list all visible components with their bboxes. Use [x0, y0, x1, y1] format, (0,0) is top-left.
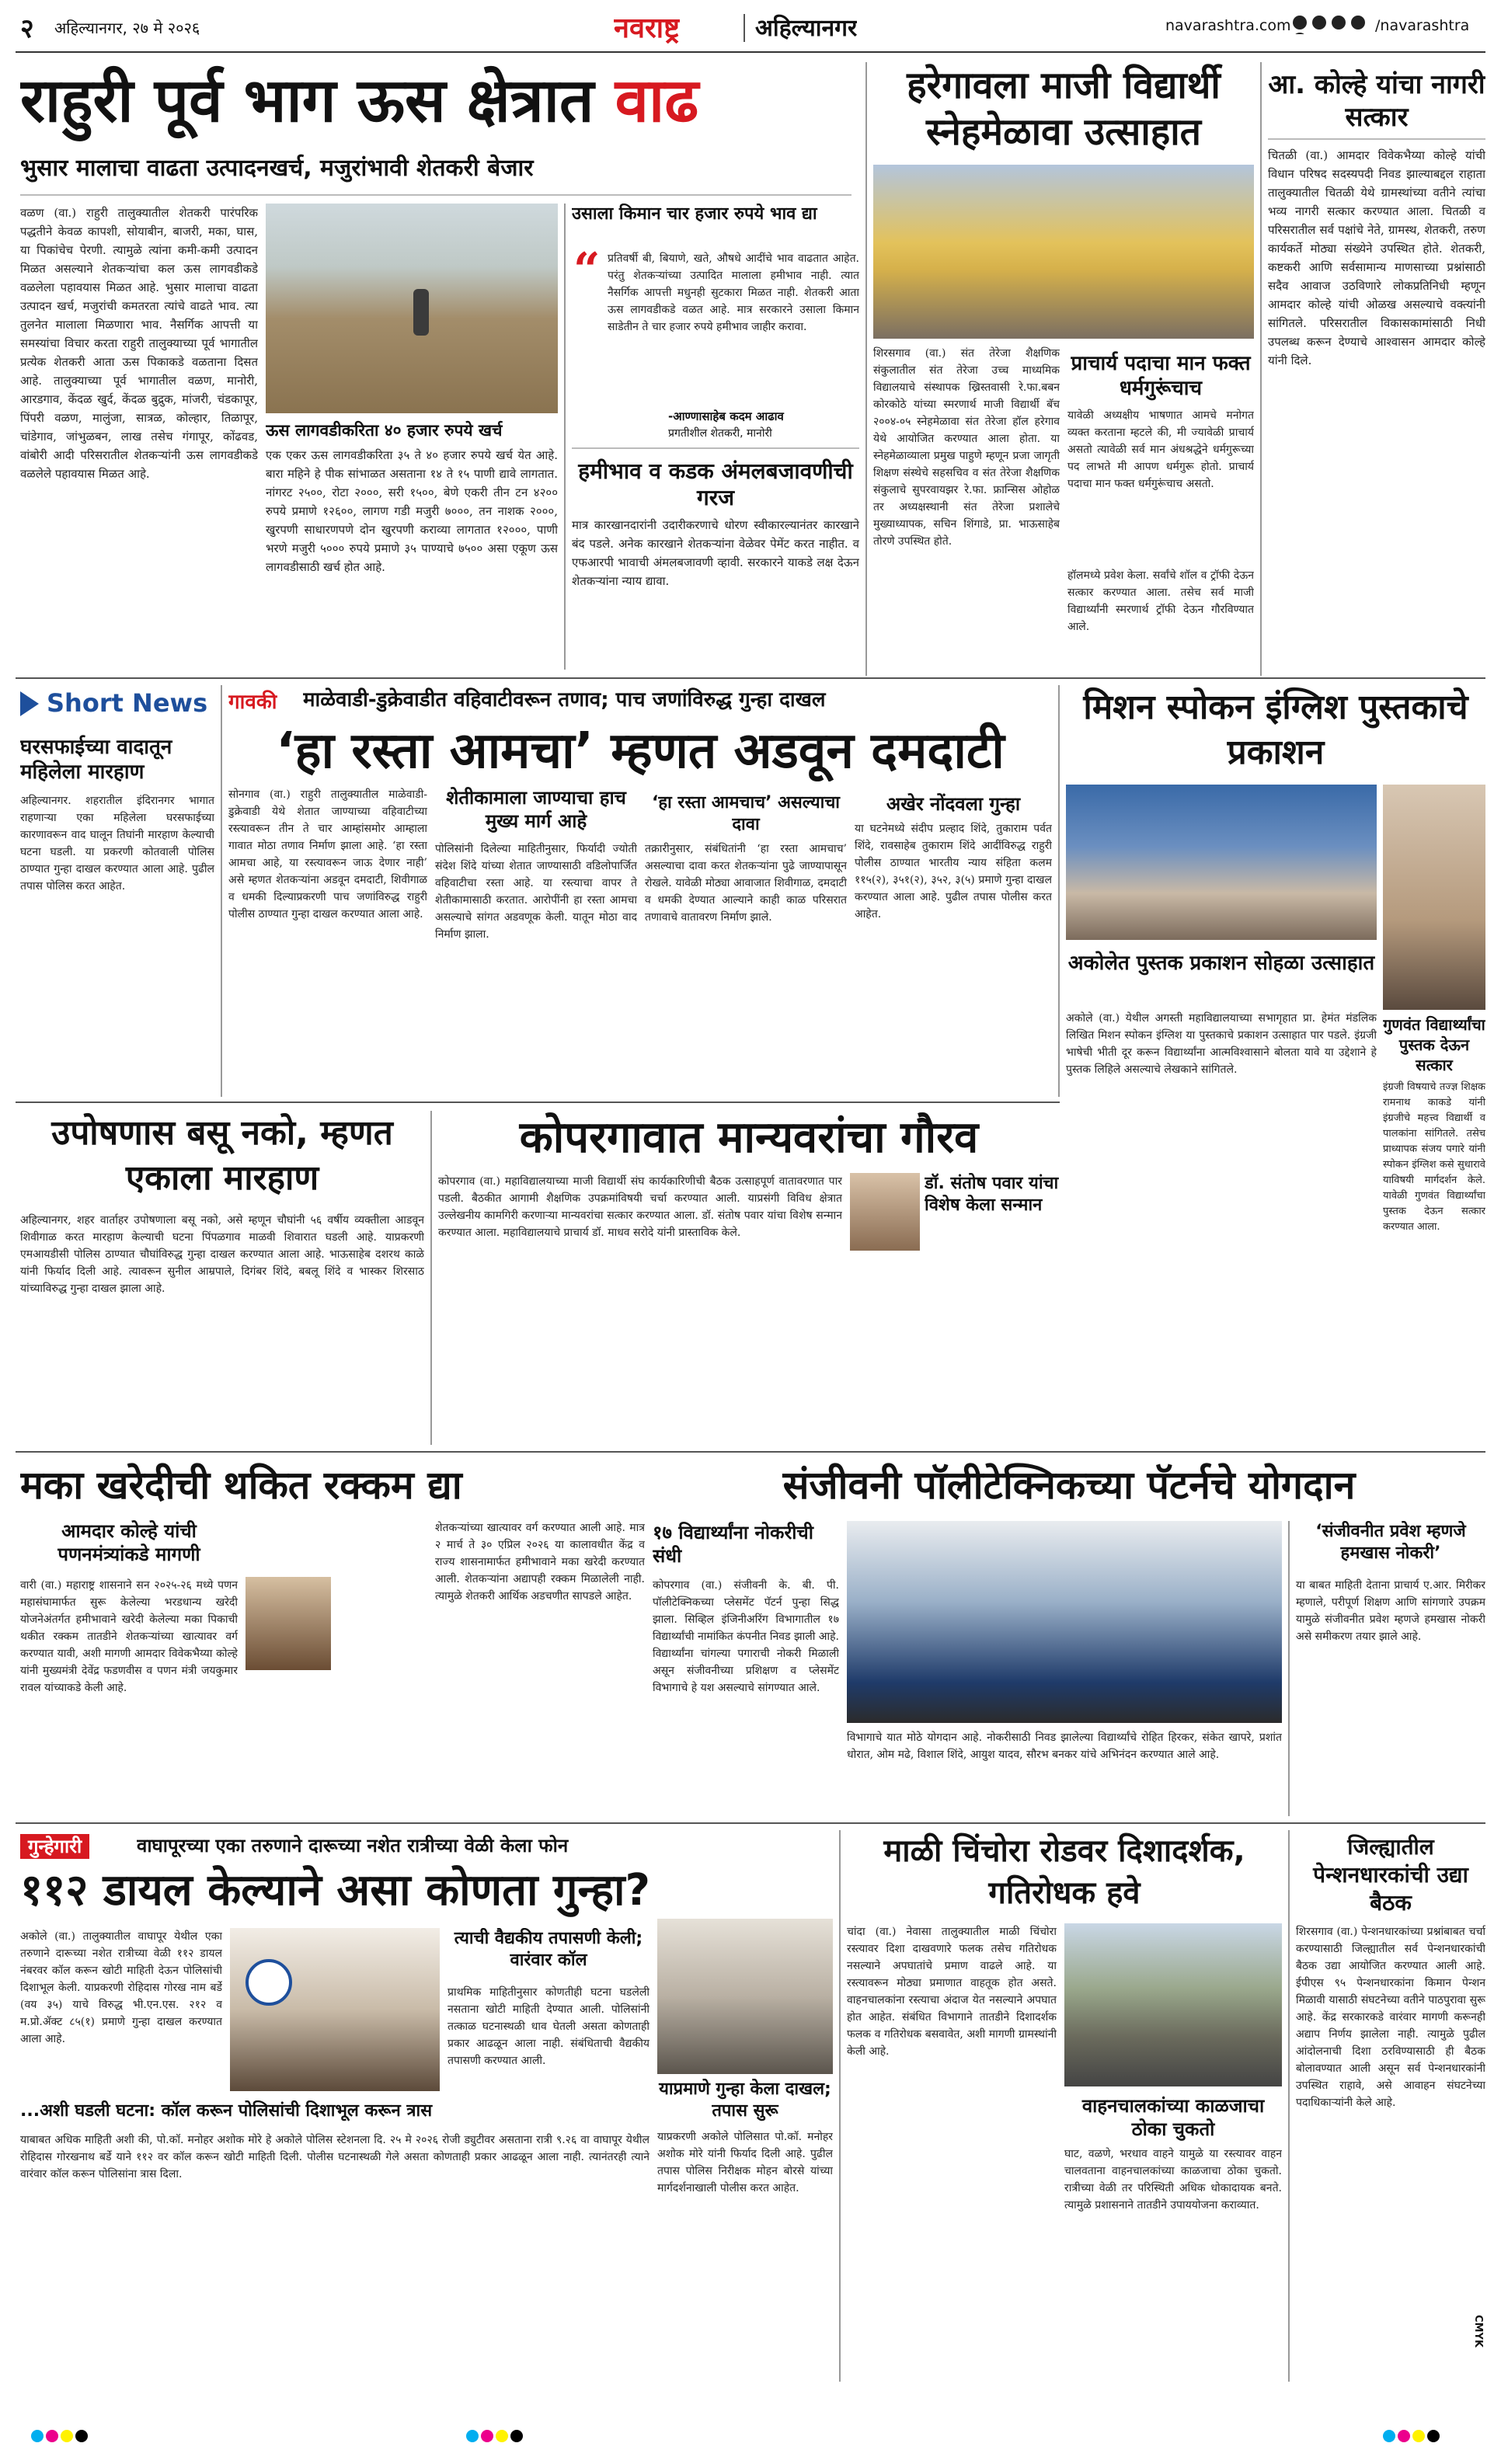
crime-strap: वाघापूरच्या एका तरुणाने दारूच्या नशेत रात्रीच्या वेळी केला फोन — [137, 1835, 569, 1857]
chincho-sub-body: घाट, वळणे, भरधाव वाहने यामुळे या रस्त्यावर वाहन चालवताना वाहनचालकांच्या काळजाचा ठोका चुकतो. रात्रीच्या वेळी तर परिस्थिती अधिक धोकादायक बनते. त्यामुळे प्रशासनाने तातडीने उपाययोजना कराव्यात. — [1064, 2148, 1282, 2212]
lead-body: वळण (वा.) राहुरी तालुक्यातील शेतकरी पारंपरिक पद्धतीने केवळ कापशी, सोयाबीन, बाजरी, मका, घास, या पिकांचेच पेरणी. त्यामुळे त्यांना कमी-कमी उत्पादन मिळत असल्याने शेतकऱ्यांचा कल ऊस लागवडीकडे वळलेला पहावयास मिळत आहे. भुसार मालाचा वाढता उत्पादन खर्च, मजुरांची कमतरता त्यांचे वाढते भाव. त्या तुलनेत मालाला मिळणारा भाव. नैसर्गिक आपत्ती या समस्यांचा विचार करता राहुरी तालुक्याच्या पूर्व भागातील प्रत्येक शेतकरी आता ऊस पिकाकडे वळताना दिसत आहे. तालुक्याच्या पूर्व भागातील वळण, मानोरी, आरडगाव, केंदळ खुर्द, केंदळ बुद्रुक, मांजरी, चंडकापूर, पिंपरी वळण, मालुंजा, सात्रळ, कोल्हार, तिळापूर, चांडेगाव, जांभुळबन, लाख तसेच गंगापूर, कोंढवड, वांबोरी आदी परिसरातील शेतकऱ्यांनी ऊस लागवडीकडे वळलेले पहावयास मिळत आहे. — [20, 206, 258, 481]
sanjivani-headline: संजीवनी पॉलीटेक्निकच्या पॅटर्नचे योगदान — [782, 1463, 1356, 1508]
crime-col2-body: प्राथमिक माहितीनुसार कोणतीही घटना घडलेली नसताना खोटी माहिती देण्यात आली. पोलिसांनी तत्काळ घटनास्थळी धाव घेतली असता कोणताही प्रकार आढळून आला नाही. संबंधिताची वैद्यकीय तपासणी करण्यात आली. — [448, 1986, 650, 2067]
hareg-sub-body: यावेळी अध्यक्षीय भाषणात आमचे मनोगत व्यक्त करताना म्हटले की, मी ज्यावेळी प्राचार्य असतो त्यावेळी सर्व मान अंधश्रद्धेने धर्मगुरूच्या पद लाभते मी आपण धर्मगुरू होतो. प्राचार्य पदाचा मान फक्त धर्मगुरूंचाच असतो. — [1067, 409, 1254, 490]
pension-headline: जिल्ह्यातील पेन्शनधारकांची उद्या बैठक — [1313, 1834, 1468, 1916]
quote-icon: “ — [573, 243, 601, 298]
crime-graphic-photo — [657, 1919, 833, 2074]
lead-side-quote: प्रतिवर्षी बी, बियाणे, खते, औषधे आदींचे भाव वाढतात आहेत. परंतु शेतकऱ्यांच्या उत्पादित मालाला हमीभाव नाही. त्यात नैसर्गिक आपत्ती मधुनही सुटकारा मिळत नाही. शेतकरी आता ऊस लागवडीकडे वळत आहे. मात्र सरकारने उसाला किमान साडेतीन ते चार हजार रुपये हमीभाव जाहीर करावा. — [608, 252, 859, 333]
mission-body1: अकोले (वा.) येथील अगस्ती महाविद्यालयाच्या सभागृहात प्रा. हेमंत मंडलिक लिखित मिशन स्पोकन इंग्लिश या पुस्तकाचे प्रकाशन उत्साहात पार पडले. इंग्रजी भाषेची भीती दूर करून विद्यार्थ्यांना आत्मविश्वासाने बोलता यावे या उद्देशाने हे पुस्तक लिहिले असल्याचे लेखकाने सांगितले. — [1066, 1012, 1377, 1076]
gavki-col2-title: शेतीकामाला जाण्याचा हाच मुख्य मार्ग आहे — [446, 787, 626, 832]
lead-side2-title: हमीभाव व कडक अंमलबजावणीची गरज — [578, 458, 853, 510]
lead-headline-accent: वाढ — [615, 66, 699, 136]
kolhe-body: चितळी (वा.) आमदार विवेकभैय्या कोल्हे यांची विधान परिषद सदस्यपदी निवड झाल्याबद्दल राहाता तालुक्यातील चितळी येथे ग्रामस्थांच्या वतीने त्यांचा भव्य नागरी सत्कार करण्यात आला. चितळी व परिसरातील सर्व पक्षांचे नेते, ग्रामस्थ, शेतकरी, तरुण कार्यकर्ते मोठ्या संख्येने उपस्थित होते. शेतकरी, कष्टकरी आणि सर्वसामान्य माणसाच्या प्रश्नांसाठी सदैव आवाज उठविणारे लोकप्रतिनिधी म्हणून आमदार कोल्हे यांची ओळख असल्याचे वक्त्यांनी सांगितले. परिसरातील विकासकामांसाठी निधी उपलब्ध करून देण्याचे आश्वासन आमदार कोल्हे यांनी दिले. — [1268, 148, 1485, 367]
hareg-group-photo — [873, 165, 1254, 339]
placed-students-photo — [847, 1521, 1282, 1723]
sanjivani-sub: १७ विद्यार्थ्यांना नोकरीची संधी — [653, 1522, 813, 1567]
kopar-body: कोपरगाव (वा.) महाविद्यालयाच्या माजी विद्यार्थी संघ कार्यकारिणीची बैठक उत्साहपूर्ण वातावरणात पार पडली. बैठकीत आगामी शैक्षणिक उपक्रमांविषयी चर्चा करण्यात आली. याप्रसंगी विविध क्षेत्रात उल्लेखनीय कामगिरी करणाऱ्या मान्यवरांचा सत्कार करण्यात आला. डॉ. संतोष पवार यांचा विशेष सन्मान करण्यात आला. महाविद्यालयाचे प्राचार्य डॉ. माधव सरोदे यांनी प्रास्ताविक केले. — [438, 1175, 842, 1239]
masthead — [0, 0, 1501, 56]
gavki-body: सोनगाव (वा.) राहुरी तालुक्यातील माळेवाडी-डुक्रेवाडी येथे शेतात जाण्याच्या वहिवाटीच्या रस्त्यावरून तीन ते चार आम्हांसमोर आम्हाला गावात मोठा तणाव निर्माण झाला आहे. ‘हा रस्ता आमचा आहे, या रस्त्यावरून जाऊ देणार नाही’ असे म्हणत शेतकऱ्यांना अडवून दमदाटी, शिवीगाळ व धमकी दिल्याप्रकरणी पाच जणांविरुद्ध राहुरी पोलीस ठाण्यात गुन्हा दाखल करण्यात आला आहे. — [228, 788, 427, 921]
police-112-logo — [246, 1959, 292, 2006]
lead-photo-caption-body: एक एकर ऊस लागवडीकरिता ३५ ते ४० हजार रुपये खर्च येत आहे. बारा महिने हे पीक सांभाळत असताना १४ ते १५ पाणी द्यावे लागतात. नांगरट २५००, रोटा २०००, सरी १५००, बेणे एकरी तीन टन ४२०० रुपये प्रमाणे १२६००, लागण गडी मजुरी ७०००, तन नाशक २०००, खुरपणी साधारणपणे दोन खुरपणी कराव्या लागतात १२०००, पाणी भरणे मजुरी ५००० रुपये प्रमाणे ३५ पाण्याचे ७५०० असा एकूण ऊस लागवडीसाठी खर्च होत आहे. — [266, 448, 558, 574]
instagram-icon[interactable] — [1332, 16, 1346, 30]
chincho-body: चांदा (वा.) नेवासा तालुक्यातील माळी चिंचोरा रस्त्यावर दिशा दाखवणारे फलक तसेच गतिरोधक नसल्याने अपघातांचे प्रमाण वाढले आहे. या रस्त्यावरून मोठ्या प्रमाणात वाहतूक होत असते. वाहनचालकांना रस्त्याचा अंदाज येत नसल्याने अपघात होत आहेत. संबंधित विभागाने तातडीने दिशादर्शक फलक व गतिरोधक बसवावेत, अशी मागणी ग्रामस्थांनी केली आहे. — [847, 1926, 1057, 2058]
play-arrow-icon — [20, 691, 39, 716]
brand-logo: नवराष्ट्र — [614, 12, 681, 44]
maka-body2: शेतकऱ्यांच्या खात्यावर वर्ग करण्यात आली आहे. मात्र २ मार्च ते ३० एप्रिल २०२६ या कालावधीत केंद्र व राज्य शासनामार्फत हमीभावाने मका खरेदी करण्यात आली. शेतकऱ्यांना अद्यापही रक्कम मिळालेली नाही. त्यामुळे शेतकरी आर्थिक अडचणीत सापडले आहेत. — [435, 1522, 645, 1603]
linkedin-icon[interactable] — [1293, 33, 1307, 34]
gavki-strap: माळेवाडी-डुक्रेवाडीत वहिवाटीवरून तणाव; पाच जणांविरुद्ध गुन्हा दाखल — [303, 688, 826, 712]
sanjivani-side-title: ‘संजीवनीत प्रवेश म्हणजे हमखास नोकरी’ — [1315, 1522, 1466, 1563]
lead-side-attrib: -आण्णासाहेब कदम आढाव — [668, 409, 784, 423]
sugarcane-field-photo — [266, 204, 558, 413]
gavki-col4-body: या घटनेमध्ये संदीप प्रल्हाद शिंदे, तुकाराम पर्वत शिंदे, रावसाहेब तुकाराम शिंदे आदींविरुद्ध राहुरी पोलीस ठाण्यात भारतीय न्याय संहिता कलम ११५(२), ३५१(२), ३५२, ३(५) प्रमाणे गुन्हा दाखल करण्यात आला आहे. पुढील तपास पोलीस करत आहेत. — [855, 823, 1052, 921]
crime-body: अकोले (वा.) तालुक्यातील वाघापूर येथील एका तरुणाने दारूच्या नशेत रात्रीच्या वेळी ११२ डायल नंबरवर कॉल करून खोटी माहिती देऊन पोलिसांची दिशाभूल केली. याप्रकरणी रोहिदास गोरख नाम बर्डे (वय ३५) याचे विरुद्ध भी.एन.एस. २१२ व म.प्रो.ॲक्ट ८५(१) प्रमाणे गुन्हा दाखल करण्यात आला आहे. — [20, 1930, 222, 2045]
social-handle: /navarashtra — [1375, 17, 1470, 34]
santosh-pawar-photo — [850, 1173, 920, 1251]
pension-body: शिरसगाव (वा.) पेन्शनधारकांच्या प्रश्नांबाबत चर्चा करण्यासाठी जिल्ह्यातील सर्व पेन्शनधारकांची बैठक उद्या आयोजित करण्यात आली आहे. ईपीएस ९५ पेन्शनधारकांना किमान पेन्शन मिळावी यासाठी संघटनेच्या वतीने पाठपुरावा सुरू आहे. केंद्र सरकारकडे वारंवार मागणी करूनही अद्याप निर्णय झालेला नाही. त्यामुळे पुढील आंदोलनाची दिशा ठरविण्यासाठी ही बैठक बोलावण्यात आली असून सर्व पेन्शनधारकांनी उपस्थित राहावे, असे आवाहन संघटनेच्या पदाधिकाऱ्यांनी केले आहे. — [1296, 1926, 1485, 2109]
registration-marks-right — [1383, 2430, 1476, 2445]
gavki-col3-body: तक्रारीनुसार, संबंधितांनी ‘हा रस्ता आमचाच’ असल्याचा दावा करत शेतकऱ्यांना पुढे जाण्यापासून रोखले. यावेळी मोठ्या आवाजात शिवीगाळ, दमदाटी व धमकी देण्यात आल्याने काही काळ परिसरात तणावाचे वातावरण निर्माण झाले. — [645, 843, 847, 924]
facebook-icon[interactable] — [1293, 16, 1307, 30]
registration-marks-center — [466, 2430, 559, 2445]
maka-body: वारी (वा.) महाराष्ट्र शासनाने सन २०२५-२६ मध्ये पणन महासंघामार्फत सुरू केलेल्या भरडधान्य खरेदी योजनेअंतर्गत हमीभावाने खरेदी केलेल्या मका पिकाची थकीत रक्कम तातडीने शेतकऱ्यांच्या खात्यावर वर्ग करण्यात यावी, अशी मागणी आमदार विवेकभैय्या कोल्हे यांनी मुख्यमंत्री देवेंद्र फडणवीस व पणन मंत्री जयकुमार रावल यांच्याकडे केली आहे. — [20, 1579, 238, 1694]
gavki-tag: गावकी — [228, 691, 277, 714]
hareg-body: शिरसगाव (वा.) संत तेरेजा शैक्षणिक संकुलातील संत तेरेजा उच्च माध्यमिक विद्यालयाचे संस्थापक ख्रिस्तवासी रे.फा.बबन कोरकोठे यांच्या स्मरणार्थ माजी विद्यार्थी बॅच २००४-०५ स्नेहमेळावा संत तेरेजा हॉल हरेगाव येथे आयोजित करण्यात आला होता. या स्नेहमेळाव्याला प्रमुख पाहुणे म्हणून प्रजा जागृती शिक्षण संस्थेचे सहसचिव व संत तेरेजा शैक्षणिक संकुलाचे सुपरवायझर रे.फा. फ्रान्सिस ओहोळ तर अध्यक्षस्थानी संत तेरेजा प्रशालेचे मुख्याध्यापक, सचिन शिंगाडे, प्रा. भाऊसाहेब तोरणे उपस्थित होते. — [873, 347, 1060, 548]
x-icon[interactable] — [1312, 16, 1326, 30]
chincho-headline: माळी चिंचोरा रोडवर दिशादर्शक, गतिरोधक हवे — [883, 1833, 1245, 1911]
masthead-divider — [744, 14, 745, 42]
hareg-sub-body2: हॉलमध्ये प्रवेश केला. सर्वांचे शॉल व ट्रॉफी देऊन सत्कार करण्यात आला. तसेच सर्व माजी विद्यार्थ्यांनी स्मरणार्थ ट्रॉफी देऊन गौरविण्यात आले. — [1067, 569, 1254, 633]
crime-col2-title: त्याची वैद्यकीय तपासणी केली; वारंवार कॉल — [454, 1929, 643, 1970]
page-date: अहिल्यानगर, २७ मे २०२६ — [54, 19, 200, 37]
hareg-headline: हरेगावला माजी विद्यार्थी स्नेहमेळावा उत्साहात — [907, 64, 1221, 154]
student-felicitation-photo — [1383, 785, 1485, 1010]
youtube-icon[interactable] — [1351, 16, 1365, 30]
website-link[interactable]: navarashtra.com — [1165, 17, 1291, 34]
chincho-sub: वाहनचालकांच्या काळजाचा ठोका चुकतो — [1081, 2095, 1265, 2140]
crime-col3-title: याप्रमाणे गुन्हा केला दाखल; तपास सुरू — [659, 2079, 831, 2121]
dial-112-photo — [230, 1928, 440, 2091]
short-news-label: Short News — [20, 685, 214, 724]
crime-tag: गुन्हेगारी — [20, 1833, 89, 1859]
gavki-headline: ‘हा रस्ता आमचा’ म्हणत अडवून दमदाटी — [276, 722, 1005, 780]
mission-body2: इंग्रजी विषयाचे तज्ज्ञ शिक्षक रामनाथ काकडे यांनी इंग्रजीचे महत्त्व विद्यार्थी व पालकांना सांगितले. तसेच प्राध्यापक संजय पगारे यांनी स्पोकन इंग्लिश कसे सुधारावे याविषयी मार्गदर्शन केले. यावेळी गुणवंत विद्यार्थ्यांचा पुस्तक देऊन सत्कार करण्यात आला. — [1383, 1081, 1485, 1233]
sanjivani-body: कोपरगाव (वा.) संजीवनी के. बी. पी. पॉलीटेक्निकच्या प्लेसमेंट पॅटर्न पुन्हा सिद्ध झाला. सिव्हिल इंजिनीअरिंग विभागातील १७ विद्यार्थ्यांची नामांकित कंपनीत निवड झाली आहे. विद्यार्थ्यांना चांगल्या पगाराची नोकरी मिळाली असून संजीवनीच्या प्रशिक्षण व प्लेसमेंट विभागाचे हे यश असल्याचे सांगण्यात आले. — [653, 1579, 839, 1694]
vivek-kolhe-photo — [246, 1577, 331, 1670]
kopar-headline: कोपरगावात मान्यवरांचा गौरव — [519, 1112, 979, 1163]
kopar-sub: डॉ. संतोष पवार यांचा विशेष केला सन्मान — [925, 1174, 1059, 1215]
road-photo — [1064, 1923, 1282, 2086]
lead-side2-body: मात्र कारखानदारांनी उदारीकरणाचे धोरण स्वीकारल्यानंतर कारखाने बंद पडले. अनेक कारखाने शेतकऱ्यांना वेळेवर पेमेंट करत नाहीत. व एफआरपी भावाची अंमलबजावणी व्हावी. सरकारने याकडे लक्ष देऊन शेतकऱ्यांना न्याय द्यावा. — [572, 518, 859, 588]
crime-bottom-body: याबाबत अधिक माहिती अशी की, पो.कॉ. मनोहर अशोक मोरे हे अकोले पोलिस स्टेशनला दि. २५ मे २०२६ रोजी ड्युटीवर असताना रात्री ९.२६ वा वाघापूर येथील रोहिदास गोरखनाथ बर्डे याने ११२ वर कॉल करून खोटी माहिती दिली. पोलीस घटनास्थळी गेले असता कोणताही प्रकार आढळून आला नाही. त्यानंतरही त्याने वारंवार कॉल करून पोलिसांना त्रास दिला. — [20, 2134, 650, 2180]
crime-bottom-strap: ...अशी घडली घटना: कॉल करून पोलिसांची दिशाभूल करून त्रास — [20, 2101, 433, 2121]
crime-headline: ११२ डायल केल्याने असा कोणता गुन्हा? — [20, 1865, 650, 1916]
crime-col3-body: याप्रकरणी अकोले पोलिसात पो.कॉ. मनोहर अशोक मोरे यांनी फिर्याद दिली आहे. पुढील तपास पोलिस निरीक्षक मोहन बोरसे यांच्या मार्गदर्शनाखाली पोलीस करत आहेत. — [657, 2131, 833, 2194]
sanjivani-side-body: या बाबत माहिती देताना प्राचार्य ए.आर. मिरीकर म्हणाले, परीपूर्ण शिक्षण आणि सांगणारे उपक्रम यामुळे संजीवनीत प्रवेश म्हणजे हमखास नोकरी असे समीकरण तयार झाले आहे. — [1296, 1579, 1485, 1643]
social-icons[interactable] — [1293, 16, 1370, 34]
gavki-col2-body: पोलिसांनी दिलेल्या माहितीनुसार, फिर्यादी ज्योती संदेश शिंदे यांच्या शेतात जाण्यासाठी वडिलोपार्जित वहिवाटीचा रस्ता आहे. या रस्त्याचा वापर ते शेतीकामासाठी करतात. आरोपींनी हा रस्ता आमचा असल्याचे सांगत अडवणूक केली. यातून मोठा वाद निर्माण झाला. — [435, 843, 637, 941]
upos-headline: उपोषणास बसू नको, म्हणत एकाला मारहाण — [51, 1113, 393, 1198]
mission-sub2: गुणवंत विद्यार्थ्यांचा पुस्तक देऊन सत्कार — [1383, 1015, 1485, 1074]
lead-subheadline: भुसार मालाचा वाढता उत्पादनखर्च, मजुरांभावी शेतकरी बेजार — [20, 155, 534, 182]
hareg-sub-title: प्राचार्य पदाचा मान फक्त धर्मगुरूंचाच — [1071, 352, 1251, 400]
shortnews-title: घरसफाईच्या वादातून महिलेला मारहाण — [20, 736, 172, 784]
registration-marks-left — [31, 2430, 124, 2445]
gavki-col3-title: ‘हा रस्ता आमचाच’ असल्याचा दावा — [651, 793, 840, 834]
maka-sub: आमदार कोल्हे यांची पणनमंत्र्यांकडे मागणी — [57, 1520, 200, 1565]
page-number: २ — [20, 13, 34, 44]
lead-photo-caption-title: ऊस लागवडीकरिता ४० हजार रुपये खर्च — [266, 421, 503, 440]
lead-headline: राहुरी पूर्व भाग ऊस क्षेत्रात वाढ — [20, 66, 699, 136]
maka-headline: मका खरेदीची थकित रक्कम द्या — [20, 1463, 462, 1508]
upos-body: अहिल्यानगर, शहर वार्ताहर उपोषणाला बसू नको, असे म्हणून चौघांनी ५६ वर्षीय व्यक्तीला आडवून शिवीगाळ करत मारहाण केल्याची घटना पिंपळगाव माळवी शिवारात घडली आहे. याप्रकरणी एमआयडीसी पोलिस ठाण्यात चौघांविरुद्ध गुन्हा दाखल करण्यात आला आहे. भाऊसाहेब दशरथ काळे यांनी फिर्याद दिली आहे. त्यावरून सुनील आम्रपाले, दिगंबर शिंदे, बबलू शिंदे व भास्कर शिरसाठ यांच्याविरुद्ध गुन्हा दाखल झाला आहे. — [20, 1214, 424, 1295]
lead-side-attrib2: प्रगतीशील शेतकरी, मानोरी — [668, 427, 772, 440]
mission-sub1: अकोलेत पुस्तक प्रकाशन सोहळा उत्साहात — [1067, 952, 1375, 975]
gavki-col4-title: अखेर नोंदवला गुन्हा — [886, 793, 1021, 815]
shortnews-body: अहिल्यानगर. शहरातील इंदिरानगर भागात राहणाऱ्या एका महिलेला घरसफाईच्या कारणावरून वाद घालून तिघांनी मारहाण केल्याची घटना घडली. या प्रकरणी कोतवाली पोलिस ठाण्यात गुन्हा दाखल करण्यात आला आहे. पुढील तपास पोलिस करत आहेत. — [20, 795, 214, 893]
kolhe-headline: आ. कोल्हे यांचा नागरी सत्कार — [1268, 69, 1485, 133]
mission-headline: मिशन स्पोकन इंग्लिश पुस्तकाचे प्रकाशन — [1083, 687, 1468, 772]
lead-side-title: उसाला किमान चार हजार रुपये भाव द्या — [572, 204, 817, 224]
sanjivani-caption: विभागाचे यात मोठे योगदान आहे. नोकरीसाठी निवड झालेल्या विद्यार्थ्यांचे रोहित हिरकर, संकेत खापरे, प्रशांत धोरात, ओम मढे, विशाल शिंदे, आयुश यादव, सौरभ बनकर यांचे अभिनंदन करण्यात आले आहे. — [847, 1731, 1282, 1761]
book-launch-photo — [1066, 785, 1377, 940]
cmyk-label: CMYK — [1472, 2315, 1484, 2347]
edition-name: अहिल्यानगर — [755, 15, 858, 42]
